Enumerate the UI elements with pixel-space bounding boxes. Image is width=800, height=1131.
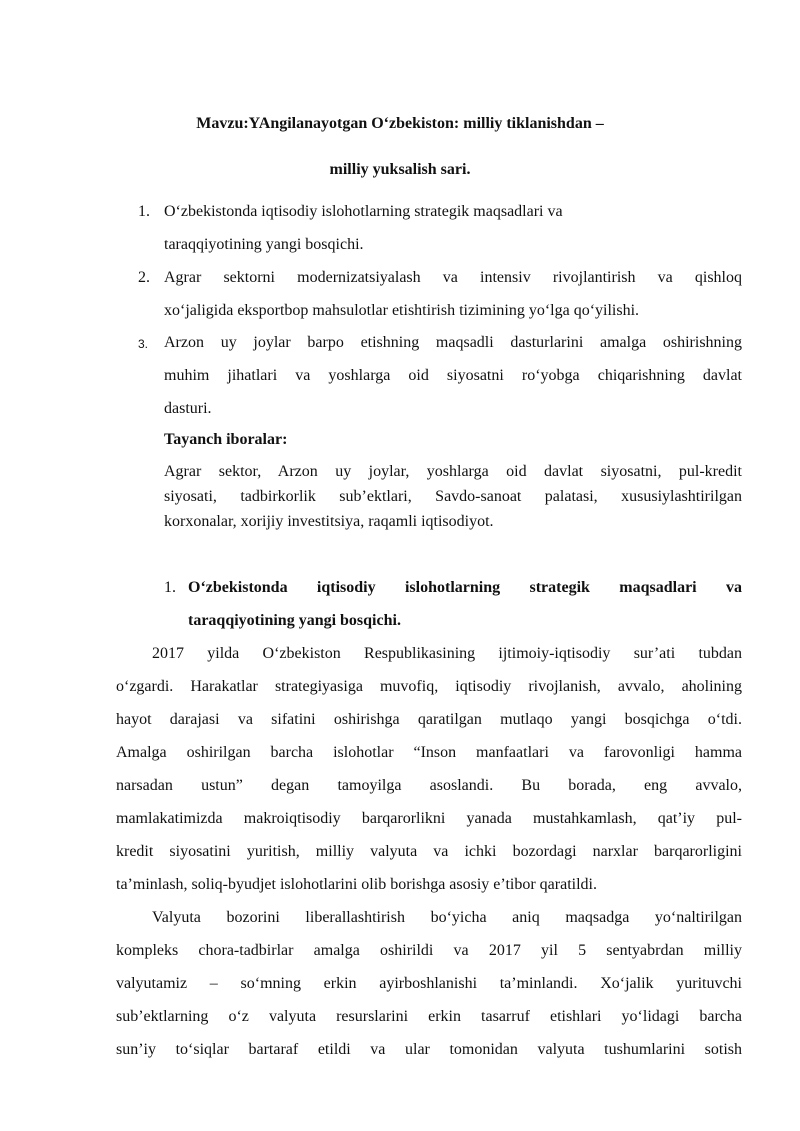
plan-item-1-line-1: O‘zbekistonda iqtisodiy islohotlarning strategik maqsadlari va (164, 203, 563, 220)
paragraph-1-line-4: Amalga oshirilgan barcha islohotlar “Inson manfaatlari va farovonligi hamma (116, 744, 742, 761)
keywords-title: Tayanch iboralar: (164, 431, 288, 448)
plan-item-2-number: 2. (138, 269, 150, 286)
keywords-line-3: korxonalar, xorijiy investitsiya, raqamli iqtisodiyot. (164, 513, 494, 530)
paragraph-1-line-7: kredit siyosatini yuritish, milliy valyuta va ichki bozordagi narxlar barqarorligini (116, 843, 742, 860)
paragraph-2-line-5: sun’iy to‘siqlar bartaraf etildi va ular tomonidan valyuta tushumlarini sotish (116, 1041, 742, 1058)
section-heading-number: 1. (164, 579, 176, 596)
section-heading-line-1: O‘zbekistonda iqtisodiy islohotlarning strategik maqsadlari va (188, 579, 742, 596)
plan-item-3-line-3: dasturi. (164, 400, 212, 417)
paragraph-1-line-8: ta’minlash, soliq-byudjet islohotlarini olib borishga asosiy e’tibor qaratildi. (116, 876, 597, 893)
paragraph-1-line-2: o‘zgardi. Harakatlar strategiyasiga muvofiq, iqtisodiy rivojlanish, avvalo, aholining (116, 678, 742, 695)
plan-item-1-line-2: taraqqiyotining yangi bosqichi. (164, 236, 364, 253)
section-heading-line-2: taraqqiyotining yangi bosqichi. (188, 612, 401, 629)
title-line-2: milliy yuksalish sari. (329, 161, 471, 178)
title-line-1: Mavzu:YAngilanayotgan O‘zbekiston: milliy tiklanishdan – (196, 115, 604, 132)
plan-item-1-number: 1. (138, 203, 150, 220)
paragraph-2-line-3: valyutamiz – so‘mning erkin ayirboshlanishi ta’minlandi. Xo‘jalik yurituvchi (116, 975, 742, 992)
plan-item-2-line-1: Agrar sektorni modernizatsiyalash va intensiv rivojlantirish va qishloq (164, 269, 742, 286)
paragraph-2-line-1: Valyuta bozorini liberallashtirish bo‘yicha aniq maqsadga yo‘naltirilgan (152, 909, 742, 926)
paragraph-2-line-2: kompleks chora-tadbirlar amalga oshirildi va 2017 yil 5 sentyabrdan milliy (116, 942, 742, 959)
keywords-line-2: siyosati, tadbirkorlik sub’ektlari, Savdo-sanoat palatasi, xususiylashtirilgan (164, 488, 742, 505)
plan-item-3-line-2: muhim jihatlari va yoshlarga oid siyosatni ro‘yobga chiqarishning davlat (164, 367, 742, 384)
keywords-line-1: Agrar sektor, Arzon uy joylar, yoshlarga oid davlat siyosatni, pul-kredit (164, 463, 742, 480)
paragraph-1-line-3: hayot darajasi va sifatini oshirishga qaratilgan mutlaqo yangi bosqichga o‘tdi. (116, 711, 742, 728)
paragraph-1-line-5: narsadan ustun” degan tamoyilga asoslandi. Bu borada, eng avvalo, (116, 777, 742, 794)
paragraph-1-line-6: mamlakatimizda makroiqtisodiy barqarorlikni yanada mustahkamlash, qat’iy pul- (116, 810, 742, 827)
plan-item-3-line-1: Arzon uy joylar barpo etishning maqsadli dasturlarini amalga oshirishning (164, 334, 742, 351)
paragraph-1-line-1: 2017 yilda O‘zbekiston Respublikasining ijtimoiy-iqtisodiy sur’ati tubdan (152, 645, 742, 662)
plan-item-2-line-2: xo‘jaligida eksportbop mahsulotlar etishtirish tizimining yo‘lga qo‘yilishi. (164, 302, 640, 319)
plan-item-3-number: 3. (138, 337, 149, 351)
paragraph-2-line-4: sub’ektlarning o‘z valyuta resurslarini erkin tasarruf etishlari yo‘lidagi barcha (116, 1008, 742, 1025)
